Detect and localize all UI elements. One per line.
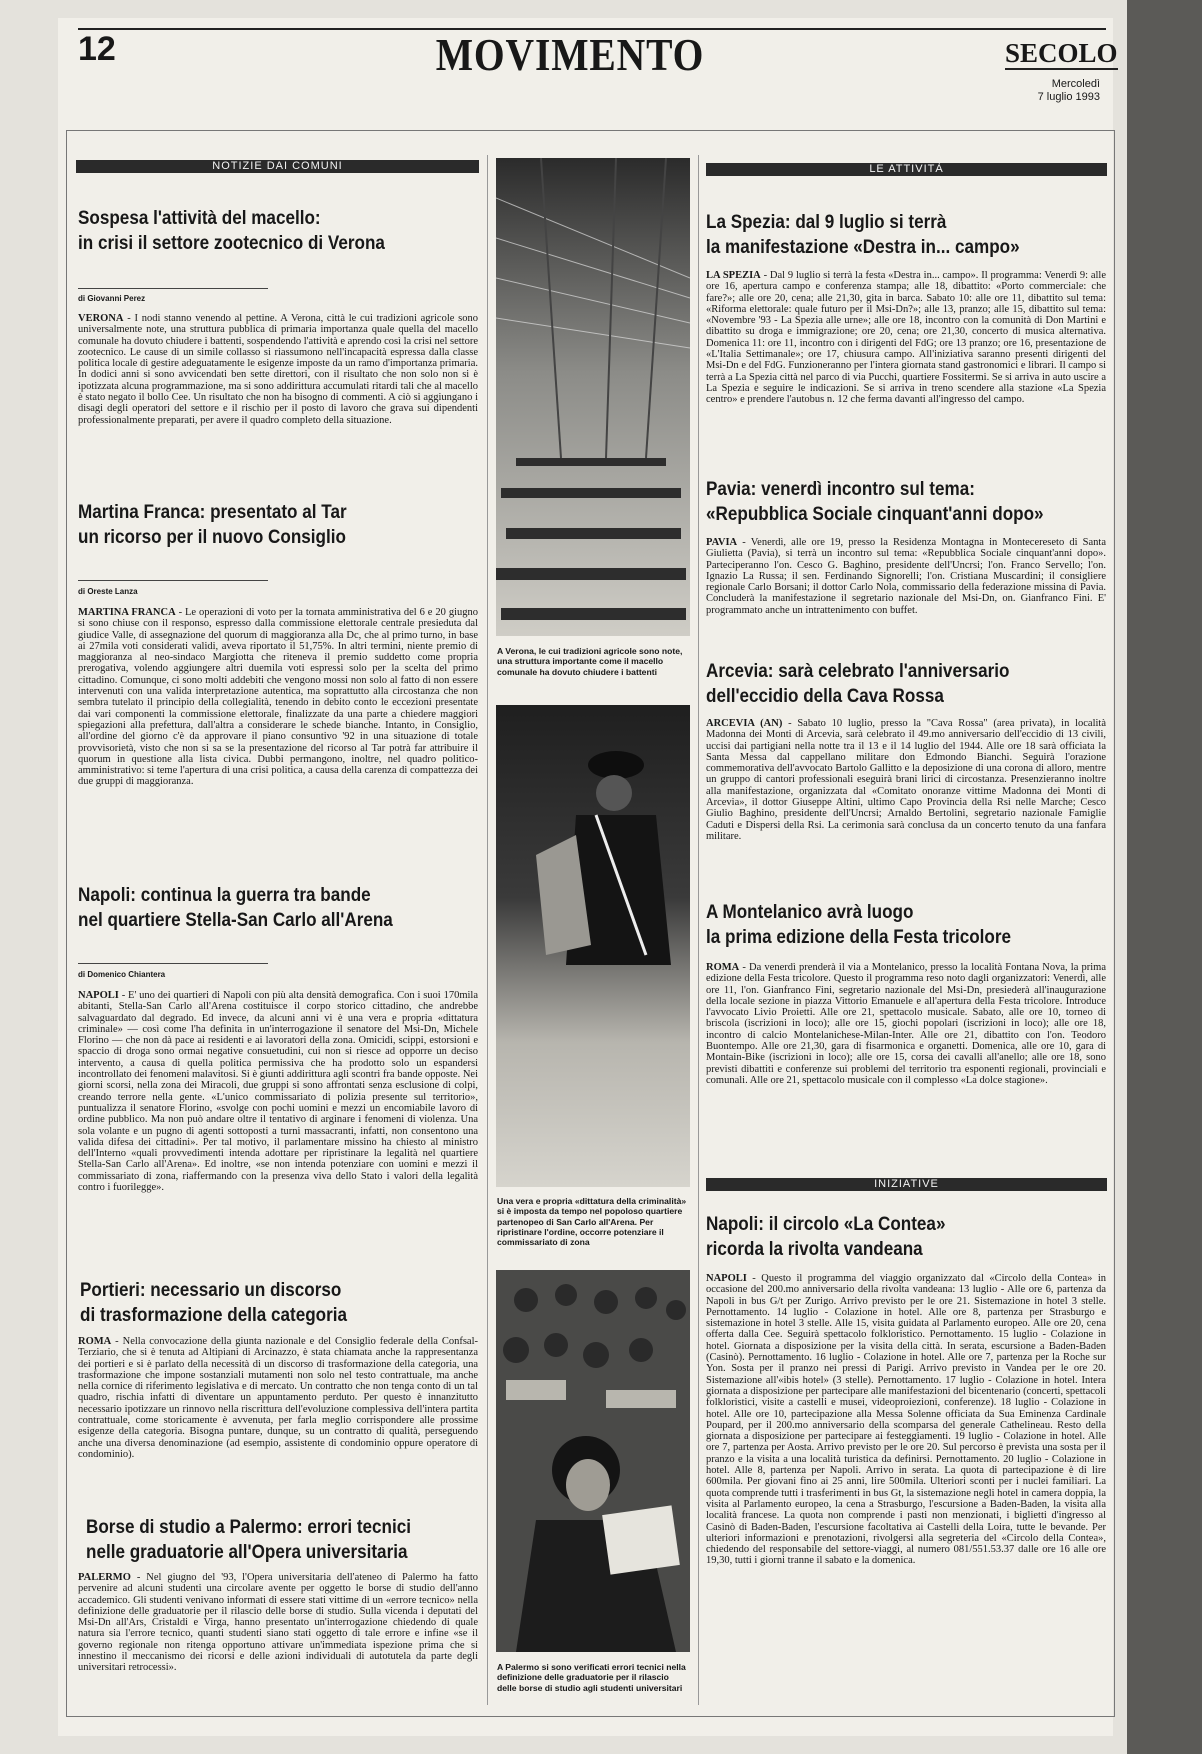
headline <box>78 206 385 256</box>
article-body <box>78 1572 478 1709</box>
article-body <box>78 607 478 867</box>
column-rule-right <box>698 155 699 1705</box>
section-title: MOVIMENTO <box>435 29 705 80</box>
headline <box>706 477 1044 527</box>
article-text: - Nella convocazione della giunta nazionale e del Consiglio federale della Confsal-Terziario, che si è tenuta ad Altipiani di Arcinazzo, è stata chiamata anche la rappresentanza dei portieri e si è parlato della necessità di un discorso di trasformazione della categoria, una trasformazione che impone sostanziali mutamenti non solo nel testo contrattuale, ma anche nella cornice di riferimento legislativa e di mercato. Un contratto che non tenga conto di un tal quadro, rischia infatti di diventare un appuntamento perduto. Per questo è innanzitutto necessario ipotizzare un rinnovo nella riscrittura dell'evoluzione complessiva dell'intera partita contrattuale, come storicamente è avvenuta, per farla meglio corrispondere alle prossime esigenze della categoria. Bisogna puntare, dunque, su un contratto di qualità, perseguendo anche una diversa denominazione (ad esempio, assistente di condominio oppure operatore di condominio). <box>78 1336 478 1460</box>
headline-line-1: Arcevia: sarà celebrato l'anniversario <box>706 661 1010 682</box>
byline: di Giovanni Perez <box>78 294 146 303</box>
headline-line-1: Martina Franca: presentato al Tar <box>78 502 347 523</box>
headline-line-1: Pavia: venerdì incontro sul tema: <box>706 479 975 500</box>
headline <box>706 900 1011 950</box>
photo-caption: A Palermo si sono verificati errori tecnici nella definizione delle graduatorie per il rilascio delle borse di studio agli studenti universitari <box>497 1662 686 1693</box>
headline-line-2: nel quartiere Stella-San Carlo all'Arena <box>78 910 393 931</box>
article-body <box>706 537 1106 647</box>
byline-rule <box>78 963 268 964</box>
byline-rule <box>78 580 268 581</box>
section-label-iniziative: INIZIATIVE <box>706 1178 1107 1191</box>
headline-line-2: nelle graduatorie all'Opera universitaria <box>86 1542 408 1563</box>
dateline: MARTINA FRANCA <box>78 607 176 618</box>
article-body <box>706 270 1106 467</box>
issue-day: 7 luglio 1993 <box>1037 91 1100 103</box>
headline-line-2: un ricorso per il nuovo Consiglio <box>78 527 346 548</box>
headline <box>706 659 1009 709</box>
issue-weekday: Mercoledì <box>1051 78 1100 90</box>
article-text: - Sabato 10 luglio, presso la "Cava Rossa" (area privata), in località Madonna dei Monti di Arcevia, sarà celebrato il 49.mo anniversario dell'eccidio di 13 civili, uccisi dai partigiani nella notte tra il 13 e il 14 luglio del 1944. Alle ore 18 sarà officiata la Santa Messa dal cappellano militare don Edmondo Bianchi. Seguirà l'orazione commemorativa dell'avvocato Bartolo Gallitto e la deposizione di una corona di alloro, mentre un gruppo di cantori professionali eseguirà brani lirici di circostanza. Presenzieranno inoltre alla manifestazione, organizzata dal «Comitato onoranze vittime Madonna dei Monti di Arcevia», il dottor Giuseppe Altini, ultimo Capo Provincia della Rsi nelle Marche; Cesco Giulio Baghino, presidente dell'Uncrsi; Arnaldo Bertolini, segretario nazionale Famiglie Caduti e Dispersi della Rsi. La cerimonia sarà conclusa da un concerto tenuto da una fanfara militare. <box>706 718 1106 842</box>
article-text: - Nel giugno del '93, l'Opera universitaria dell'ateneo di Palermo ha fatto pervenire ad alcuni studenti una circolare avente per oggetto le borse di studio dell'anno accademico. Gli studenti venivano informati di essere stati vittime di un «errore tecnico» nella definizione delle graduatorie per il rilascio delle borse di studio. Sulla vicenda i deputati del Msi-Dn all'Ars, Cristaldi e Virga, hanno presentato un'interrogazione chiedendo di quale natura sia l'errore tecnico, quanti studenti siano stati oggetto di tale errore e infine «se il governo regionale non ritenga opportuno attivare un'immediata ispezione prima che si innestino il meccanismo dei ricorsi e delle azioni individuali di autotutela da parte degli universitari retrocessi». <box>78 1572 478 1674</box>
photo-caption: A Verona, le cui tradizioni agricole sono note, una struttura importante come il macello comunale ha dovuto chiudere i battenti <box>497 646 683 677</box>
headline <box>706 210 1020 260</box>
article-body <box>78 990 478 1262</box>
headline-line-2: in crisi il settore zootecnico di Verona <box>78 233 385 254</box>
headline-line-1: A Montelanico avrà luogo <box>706 902 914 923</box>
article-text: - Venerdì, alle ore 19, presso la Residenza Montagna in Montecereseto di Santa Giulietta (Pavia), si terrà un incontro sul tema: «Repubblica Sociale cinquant'anni dopo». Parteciperanno l'on. Cesco G. Baghino, presidente dell'Uncrsi; l'on. Franco Servello; l'on. Ignazio La Russa; il sen. Ferdinando Signorelli; l'on. Cristiana Muscardini; il consigliere regionale Carlo Borsani; il dottor Carlo Nola, commissario della federazione missina di Pavia. Concluderà la manifestazione il segretario nazionale del Msi-Dn, on. Gianfranco Fini. E' programmato anche un intrattenimento con buffet. <box>706 537 1106 616</box>
headline-line-1: Sospesa l'attività del macello: <box>78 208 321 229</box>
headline <box>706 1212 945 1262</box>
dateline: ROMA <box>78 1336 112 1347</box>
headline-line-1: Napoli: il circolo «La Contea» <box>706 1214 946 1235</box>
photo-caption: Una vera e propria «dittatura della criminalità» si è imposta da tempo nel popoloso quartiere partenopeo di San Carlo all'Arena. Per ripristinare l'ordine, occorre potenziare il commissariato di zona <box>497 1196 687 1248</box>
section-label-notizie: NOTIZIE DAI COMUNI <box>76 160 479 173</box>
headline-line-1: La Spezia: dal 9 luglio si terrà <box>706 212 947 233</box>
column-rule-left <box>487 155 488 1705</box>
article-text: - Dal 9 luglio si terrà la festa «Destra in... campo». Il programma: Venerdì 9: alle ore 16, apertura campo e conferenza stampa; alle 18, dibattito: «Porto commerciale: che fare?»; alle ore 20, cena; alle 21,30, gita in barca. Sabato 10: alle ore 11, dibattito sul tema: «Riforma elettorale: quale futuro per il Msi-Dn?»; alle 13, pranzo; alle 15, dibattito sul tema: «Novembre '93 - La Spezia alle urne»; alle ore 18, incontro con la comunità di Don Martini e dibattito su droga e immigrazione; ore 20, cena; ore 21,30, concerto di musica alternativa. Domenica 11: ore 11, incontro con i dirigenti del FdG; ore 13 pranzo; ore 16, presentazione de «L'Italia Settimanale»; ore 17, chiusura campo. All'iniziativa saranno presenti dirigenti del Msi-Dn e del FdG. Funzioneranno per l'intera giornata stand gastronomici e librari. Il campo si terrà a La Spezia città nel parco di via Pucchi, quartiere Fossitermi. Se si arriva in auto uscire a La Spezia e seguire le indicazioni. Se si arriva in treno scendere alla stazione «La Spezia centro» e prendere l'autobus n. 12 che ferma davanti all'ingresso del campo. <box>706 270 1106 406</box>
police-image <box>496 705 690 1187</box>
headline <box>86 1515 411 1565</box>
dateline: VERONA <box>78 313 124 324</box>
headline-line-1: Napoli: continua la guerra tra bande <box>78 885 371 906</box>
article-text: - Questo il programma del viaggio organizzato dal «Circolo della Contea» in occasione del 200.mo anniversario della rivolta vandeana: 13 luglio - Alle ore 6, partenza da Napoli in bus G/t per Zurigo. Arrivo previsto per le ore 21. Sistemazione in hotel 3 stelle. Pernottamento. 14 luglio - Colazione in hotel. Alle ore 8, partenza per Strasburgo e sistemazione in hotel 3 stelle. Alle 15, visita guidata al Parlamento europeo. Alle ore 20, cena offerta dalla Cee. Seguirà spettacolo folkloristico. Pernottamento. 15 luglio - Colazione in hotel. Giornata a disposizione per la visita della città. In serata, escursione a Baden-Baden (Casinò). Pernottamento. 16 luglio - Colazione in hotel. Alle ore 7, partenza per la Roche sur Yon. Sosta per il pranzo nei pressi di Parigi. Arrivo previsto in Vandea per le ore 20. Sistemazione all'«ibis hotel» (3 stelle). Pernottamento. 17 luglio - Colazione in hotel. Intera giornata a disposizione per partecipare alle manifestazioni del bicentenario (concerti, spettacoli folkloristici, visite a castelli e musei, videoproiezioni, conferenze). 18 luglio - Colazione in hotel. Alle ore 10, partecipazione alla Messa Solenne officiata da Sua Eminenza Cardinale Poupard, per il 200.mo anniversario della scomparsa del generale Cathelineau. Resto della giornata a disposizione per partecipare ai festeggiamenti. 19 luglio - Colazione in hotel. Alle ore 7, partenza per Aosta. Arrivo previsto per le ore 20. Sul percorso è prevista una sosta per il pranzo e la visita a una località turistica da definirsi. Pernottamento. 20 luglio - Colazione in hotel. Alle 8, partenza per Napoli. Arrivo in serata. La quota di partecipazione è di lire 600mila. Per giovani fino ai 25 anni, lire 500mila. Ulteriori sconti per i nuclei familiari. La quota comprende tutti i trasferimenti in bus Gt, la sistemazione negli hotel in camera doppia, la visita al Parlamento europeo, la cena a Strasburgo, l'escursione a Baden-Baden, la visita alla località francese. La quota non comprende i pasti non menzionati, i biglietti d'ingresso al Casinò di Baden-Baden, l'escursione facoltativa ai Castelli della Loira, tutte le bevande. Per ulteriori informazioni e prenotazioni, rivolgersi alla segreteria del «Circolo della Contea», chiedendo del responsabile del settore-viaggi, al numero 081/551.53.37 dalle ore 16 alle ore 19,30, tutti i giorni tranne il sabato e la domenica. <box>706 1273 1106 1567</box>
photo-students <box>496 1270 690 1652</box>
byline: di Oreste Lanza <box>78 587 138 596</box>
page-number: 12 <box>78 30 116 68</box>
headline-line-2: ricorda la rivolta vandeana <box>706 1239 923 1260</box>
dateline: ROMA <box>706 962 740 973</box>
article-body <box>78 313 478 483</box>
headline-line-1: Portieri: necessario un discorso <box>80 1280 342 1301</box>
dateline: PALERMO <box>78 1572 131 1583</box>
slaughterhouse-image <box>496 158 690 636</box>
headline <box>78 883 393 933</box>
article-text: - Le operazioni di voto per la tornata amministrativa del 6 e 20 giugno si sono chiuse con il responso, espresso dalla commissione elettorale centrale presieduta dal giudice Valle, di assegnazione del quorum di maggioranza alla Dc, che al primo turno, in base ai 27mila voti considerati validi, aveva riportato il 51,75%. In altri termini, niente premio di maggioranza al neo-sindaco Margiotta che riteneva il premio suddetto come propria prerogativa, volendo aggiungere altri duemila voti espressi solo per la scelta del primo cittadino. Comunque, ci sono molti addebiti che vengono mossi non solo al fatto di non essere intervenuti con una valida interpretazione autentica, ma soprattutto alla circostanza che non sembra tutelato il principio della collegialità, tenendo in debito conto le eccezioni presentate dai vari componenti la commissione elettorale, finalizzate da una parte a chiedere maggiori spiegazioni alla prefettura, dall'altra a considerare le schede bianche. Intanto, in Consiglio, all'ordine del giorno c'è da approvare il piano consuntivo '92 in una situazione di totale provvisorietà, visto che non si sa se la presentazione del ricorso al Tar potrà far attribuire il quorum in questione alla lista civica. Dubbi permangono, inoltre, nel quadro politico-amministrativo: si teme l'apertura di una crisi politica, a causa della carenza di compattezza dei due gruppi di maggioranza. <box>78 607 478 788</box>
dateline: NAPOLI <box>78 990 119 1001</box>
headline-line-2: la prima edizione della Festa tricolore <box>706 927 1012 948</box>
byline-rule <box>78 288 268 289</box>
masthead: SECOLO <box>1005 38 1118 68</box>
article-text: - Da venerdì prenderà il via a Montelanico, presso la località Fontana Nova, la prima edizione della Festa tricolore. Questo il programma reso noto dagli organizzatori: Venerdì, alle ore 11, l'on. Gianfranco Fini, segretario nazionale del Msi-Dn, presiederà all'inaugurazione della locale sezione in piazza Vittorio Emanuele e all'apertura della Festa tricolore. Introduce l'avvocato Livio Proietti. Alle ore 21, spettacolo musicale. Sabato, alle ore 10, torneo di briscola (iscrizioni in loco); alle ore 15, giochi popolari (iscrizioni in loco); alle ore 18, incontro di calcio Montelanichese-Milan-Inter. Alle ore 21, dibattito con l'on. Teodoro Buontempo. Alle ore 21,30, gara di fisarmonica e organetti. Domenica, alle ore 10, gara di Montain-Bike (iscrizioni in loco); alle ore 15, corsa dei cavalli all'anello; alle ore 18, sono previsti dibattiti e conferenze sui problemi del territorio tra esponenti regionali, provinciali e comunali. Alle ore 21, spettacolo musicale con il complesso «La dolce stagione». <box>706 962 1106 1086</box>
headline-line-2: la manifestazione «Destra in... campo» <box>706 237 1020 258</box>
photo-slaughterhouse <box>496 158 690 636</box>
issue-date <box>960 78 1100 104</box>
article-text: - E' uno dei quartieri di Napoli con più alta densità demografica. Con i suoi 170mila abitanti, Stella-San Carlo all'Arena costituisce il corpo storico cittadino, che andrebbe salvaguardato dal degrado. Ed invece, da alcuni anni vi è una vera e propria «dittatura criminale» — così come l'ha definita in un'interrogazione il senatore del Msi-Dn, Michele Florino — che non dà pace ai residenti e ai lavoratori della zona. Omicidi, scippi, estorsioni e spaccio di droga sono ormai negative consuetudini, cui non si riesce ad opporre un deciso intervento, a causa di quella politica permissiva che ha prodotto solo un espandersi incontrollato dei fenomeni malavitosi. Si è giunti addirittura agli scontri fra bande opposte. Nei giorni scorsi, nella zona dei Miracoli, due gruppi si sono affrontati senza esclusione di colpi, creando terrore nella gente. «L'unico commissariato di polizia presente sul territorio», puntualizza il senatore Florino, «svolge con pochi uomini e mezzi un encomiabile lavoro di ordine pubblico. Ma non può andare oltre il tentativo di arginare i fenomeni di violenza. Una sola volante e un pugno di agenti sottoposti a turni massacranti, infatti, non consentono una valida difesa dei cittadini». Per tal motivo, il parlamentare missino ha chiesto al ministro dell'Interno «quali provvedimenti intenda adottare per ripristinare la legalità nel quartiere Stella-San Carlo all'Arena». Ed inoltre, «se non intenda potenziare con uomini e mezzi il commissariato di zona, riaffermando con la presenza viva dello Stato i valori della legalità contro i fuorilegge». <box>78 990 478 1194</box>
dateline: ARCEVIA (AN) <box>706 718 783 729</box>
photo-police <box>496 705 690 1187</box>
headline-line-2: «Repubblica Sociale cinquant'anni dopo» <box>706 504 1044 525</box>
section-label-attivita: LE ATTIVITÀ <box>706 163 1107 176</box>
students-image <box>496 1270 690 1652</box>
byline: di Domenico Chiantera <box>78 970 166 979</box>
headline-line-2: di trasformazione della categoria <box>80 1305 348 1326</box>
dateline: PAVIA <box>706 537 738 548</box>
headline <box>80 1278 347 1328</box>
article-body <box>706 962 1106 1162</box>
dateline: NAPOLI <box>706 1273 747 1284</box>
article-body <box>706 1273 1106 1709</box>
article-text: - I nodi stanno venendo al pettine. A Verona, città le cui tradizioni agricole sono universalmente note, una struttura pubblica di primaria importanza quale quella del macello comunale ha dovuto chiudere i battenti, sospendendo l'attività e aprendo così la crisi nel settore zootecnico. Le cause di un simile collasso si riassumono nell'incapacità espressa dalla classe politica locale di gestire adeguatamente le esigenze imposte da un ramo d'importanza primaria. In dodici anni si sono avvicendati ben sette direttori, con il risultato che non solo non si è ipotizzata alcuna programmazione, ma si sono addirittura accumulati ritardi tali che al macello è stato negato il bollo Cee. Un risultato che non ha bisogno di commenti. A ciò si aggiungano i disagi degli operatori del settore e il rischio per il posto di lavoro che grava sui dipendenti professionalmente preparati, per avere il quadro completo della situazione. <box>78 313 478 426</box>
scan-edge <box>1127 0 1202 1754</box>
dateline: LA SPEZIA <box>706 270 761 281</box>
headline-line-2: dell'eccidio della Cava Rossa <box>706 686 944 707</box>
headline <box>78 500 347 550</box>
article-body <box>78 1336 478 1506</box>
article-body <box>706 718 1106 888</box>
headline-line-1: Borse di studio a Palermo: errori tecnici <box>86 1517 411 1538</box>
